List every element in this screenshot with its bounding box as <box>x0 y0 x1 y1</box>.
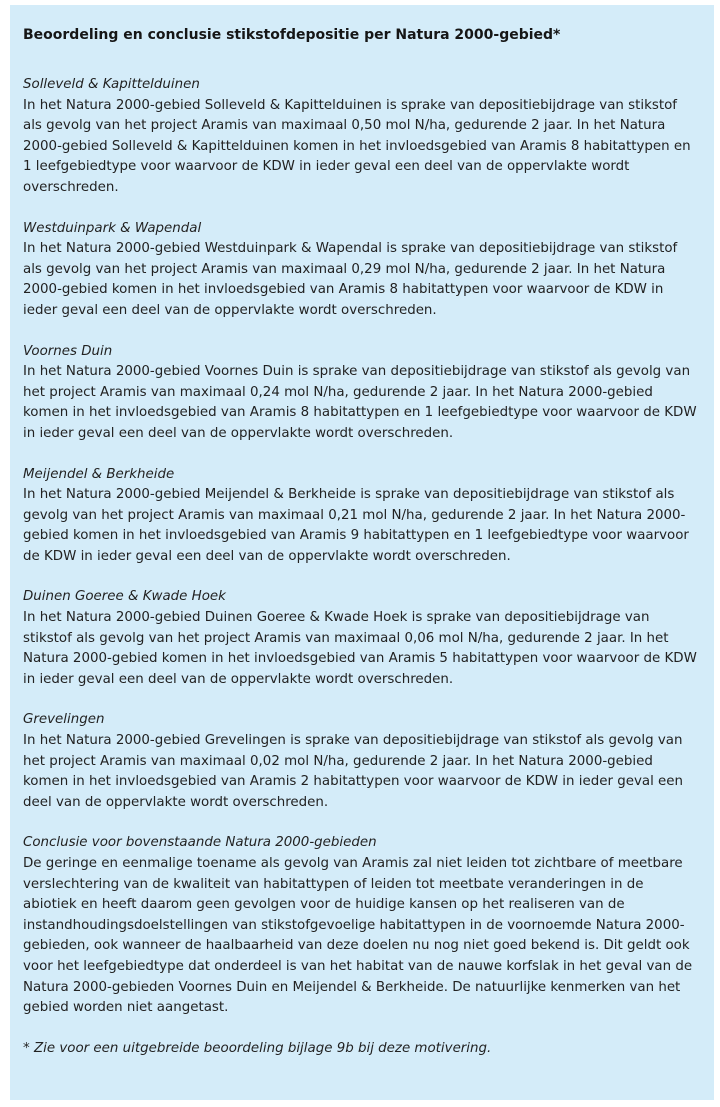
section-heading: Duinen Goeree & Kwade Hoek <box>23 589 226 605</box>
section-heading: Voornes Duin <box>23 343 113 359</box>
section-body: In het Natura 2000-gebied Duinen Goeree & Kwade Hoek is sprake van depositiebijdrage van stikstof als gevolg van het project Aramis van maximaal 0,06 mol N/ha, gedurende 2 jaar. In het Natura 2000-gebied komen in het invloedsgebied van Aramis 5 habitattypen voor waarvoor de KDW in ieder geval een deel van de oppervlakte wordt overschreden. <box>23 610 697 687</box>
section-body: In het Natura 2000-gebied Solleveld & Kapittelduinen is sprake van depositiebijdrage van stikstof als gevolg van het project Aramis van maximaal 0,50 mol N/ha, gedurende 2 jaar. In het Natura 2000-gebied Solleveld & Kapittelduinen komen in het invloedsgebied van Aramis 8 habitattypen en 1 leefgebiedtype voor waarvoor de KDW in ieder geval een deel van de oppervlakte wordt overschreden. <box>23 97 691 195</box>
section-meijendel <box>23 465 700 568</box>
document-title: Beoordeling en conclusie stikstofdepositie per Natura 2000-gebied* <box>23 27 561 43</box>
section-heading: Westduinpark & Wapendal <box>23 220 202 236</box>
section-heading: Solleveld & Kapittelduinen <box>23 77 200 92</box>
section-body: In het Natura 2000-gebied Voornes Duin is sprake van depositiebijdrage van stikstof als gevolg van het project Aramis van maximaal 0,24 mol N/ha, gedurende 2 jaar. In het Natura 2000-gebied komen in het invloedsgebied van Aramis 8 habitattypen en 1 leefgebiedtype voor waarvoor de KDW in ieder geval een deel van de oppervlakte wordt overschreden. <box>23 364 697 441</box>
section-heading: Conclusie voor bovenstaande Natura 2000-gebieden <box>23 835 377 851</box>
section-duinen-goeree <box>23 587 700 690</box>
footnote: * Zie voor een uitgebreide beoordeling bijlage 9b bij deze motivering. <box>23 1040 492 1056</box>
section-conclusie <box>23 833 700 1018</box>
section-body: De geringe en eenmalige toename als gevolg van Aramis zal niet leiden tot zichtbare of meetbare verslechtering van de kwaliteit van habitattypen of leiden tot meetbate veranderingen in de abiotiek en heeft daarom geen gevolgen voor de huidige kansen op het realiseren van de instandhoudingsdoelstellingen van stikstofgevoelige habitattypen in de voornoemde Natura 2000-gebieden, ook wanneer de haalbaarheid van deze doelen nu nog niet goed bekend is. Dit geldt ook voor het leefgebiedtype dat onderdeel is van het habitat van de nauwe korfslak in het geval van de Natura 2000-gebieden Voornes Duin en Meijendel & Berkheide. De natuurlijke kenmerken van het gebied worden niet aangetast. <box>23 856 693 1016</box>
section-grevelingen <box>23 710 700 813</box>
content-panel <box>10 5 714 1100</box>
section-body: In het Natura 2000-gebied Grevelingen is sprake van depositiebijdrage van stikstof als gevolg van het project Aramis van maximaal 0,02 mol N/ha, gedurende 2 jaar. In het Natura 2000-gebied komen in het invloedsgebied van Aramis 2 habitattypen voor waarvoor de KDW in ieder geval een deel van de oppervlakte wordt overschreden. <box>23 733 684 810</box>
section-heading: Grevelingen <box>23 712 105 728</box>
section-voornes-duin <box>23 342 700 445</box>
section-heading: Meijendel & Berkheide <box>23 466 175 482</box>
section-body: In het Natura 2000-gebied Meijendel & Berkheide is sprake van depositiebijdrage van stikstof als gevolg van het project Aramis van maximaal 0,21 mol N/ha, gedurende 2 jaar. In het Natura 2000-gebied komen in het invloedsgebied van Aramis 9 habitattypen en 1 leefgebiedtype voor waarvoor de KDW in ieder geval een deel van de oppervlakte wordt overschreden. <box>23 487 689 564</box>
section-body: In het Natura 2000-gebied Westduinpark & Wapendal is sprake van depositiebijdrage van stikstof als gevolg van het project Aramis van maximaal 0,29 mol N/ha, gedurende 2 jaar. In het Natura 2000-gebied komen in het invloedsgebied van Aramis 8 habitattypen voor waarvoor de KDW in ieder geval een deel van de oppervlakte wordt overschreden. <box>23 241 678 318</box>
section-solleveld <box>23 75 700 199</box>
section-westduinpark <box>23 219 700 322</box>
